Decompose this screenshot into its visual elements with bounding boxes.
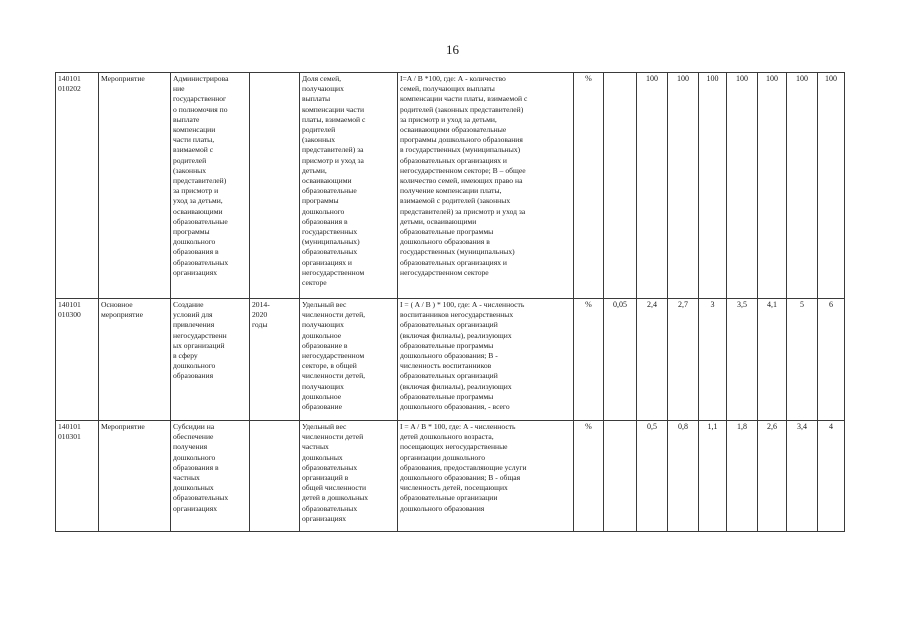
calculation-formula-cell: [398, 73, 574, 299]
activity-code-cell: [56, 421, 99, 532]
indicator-value-cell: 100: [727, 73, 758, 299]
indicator-value-cell: 5: [787, 299, 818, 421]
unit-cell-text: %: [585, 74, 592, 83]
calculation-formula-cell: [398, 299, 574, 421]
calculation-formula-cell-text: I = ( A / B ) * 100, где: А - численность воспитанников негосударственных образовательных организаций (включая филиалы), реализующих образовательные программы дошкольного образования; В - численность воспитанников образовательных организаций (включая филиалы), реализующих образовательные программы дошкольного образования, - всего: [400, 300, 525, 412]
page-number: 16: [446, 42, 459, 57]
activity-name-cell-text: Создание условий для привлечения негосударственн ых организаций в сферу дошкольного образования: [173, 300, 227, 381]
calculation-formula-cell: [398, 421, 574, 532]
activity-type-cell: [99, 299, 171, 421]
activity-name-cell-text: Администрирова ние государственног о полномочия по выплате компенсации части платы, взимаемой с родителей (законных представителей) за присмотр и уход за детьми, осваивающими образовательные программы дошкольного образования в образовательных организациях: [173, 74, 229, 277]
indicator-value-cell: 4,1: [758, 299, 787, 421]
indicator-name-cell-text: Доля семей, получающих выплаты компенсации части платы, взимаемой с родителей (законных представителей) за присмотр и уход за детьми, осваивающими образовательные программы дошкольного образования в государственных (муниципальных) образовательных организациях и негосударственном секторе: [302, 74, 366, 288]
indicator-name-cell: [300, 299, 398, 421]
indicator-value-cell: 100: [637, 73, 668, 299]
table-row: [56, 299, 845, 421]
indicator-value-cell: [604, 73, 637, 299]
activity-type-cell: [99, 421, 171, 532]
program-indicators-table: [55, 72, 845, 532]
indicator-value-cell: 2,6: [758, 421, 787, 532]
activity-type-cell-text: Мероприятие: [101, 422, 145, 431]
indicator-value-cell: 2,7: [668, 299, 699, 421]
unit-cell: [574, 73, 604, 299]
unit-cell-text: %: [585, 300, 592, 309]
activity-name-cell-text: Субсидии на обеспечение получения дошкольного образования в частных дошкольных образовательных организациях: [173, 422, 229, 513]
indicator-value-cell: 100: [699, 73, 727, 299]
table-row: [56, 73, 845, 299]
indicator-value-cell: 3: [699, 299, 727, 421]
indicator-name-cell: [300, 421, 398, 532]
implementation-period-cell-text: 2014- 2020 годы: [252, 300, 270, 330]
indicator-value-cell: 100: [787, 73, 818, 299]
indicator-value-cell: 0,8: [668, 421, 699, 532]
indicator-value-cell: 4: [818, 421, 845, 532]
indicator-name-cell: [300, 73, 398, 299]
activity-name-cell: [171, 421, 250, 532]
indicator-value-cell: 100: [818, 73, 845, 299]
indicator-value-cell: 0,5: [637, 421, 668, 532]
indicator-value-cell: 0,05: [604, 299, 637, 421]
indicator-name-cell-text: Удельный вес численности детей, получающих дошкольное образование в негосударственном секторе, в общей численности детей, получающих дошкольное образование: [302, 300, 366, 412]
activity-type-cell-text: Основное мероприятие: [101, 300, 143, 320]
activity-code-cell: [56, 73, 99, 299]
indicator-value-cell: 1,1: [699, 421, 727, 532]
activity-type-cell: [99, 73, 171, 299]
indicator-value-cell: 1,8: [727, 421, 758, 532]
calculation-formula-cell-text: I = A / B * 100, где: А - численность детей дошкольного возраста, посещающих негосударственные организации дошкольного образования, предоставляющие услуги дошкольного образования; В - общая численность детей, посещающих образовательные организации дошкольного образования: [400, 422, 527, 513]
activity-code-cell-text: 140101 010301: [58, 422, 81, 442]
unit-cell: [574, 299, 604, 421]
indicator-value-cell: 100: [758, 73, 787, 299]
activity-code-cell: [56, 299, 99, 421]
implementation-period-cell: [250, 421, 300, 532]
activity-name-cell: [171, 73, 250, 299]
indicator-value-cell: 2,4: [637, 299, 668, 421]
activity-code-cell-text: 140101 010300: [58, 300, 81, 320]
implementation-period-cell: [250, 299, 300, 421]
activity-name-cell: [171, 299, 250, 421]
indicator-value-cell: [604, 421, 637, 532]
calculation-formula-cell-text: I=A / B *100, где: А - количество семей, получающих выплаты компенсации части платы, взимаемой с родителей (законных представителей) за присмотр и уход за детьми, осваивающими образовательные программы дошкольного образования в государственных (муниципальных) образовательных организациях и негосударственном секторе; В – общее количество семей, имеющих право на получение компенсации платы, взимаемой с родителей (законных представителей) за присмотр и уход за детьми, осваивающими образовательные программы дошкольного образования в государственных (муниципальных) образовательных организациях и негосударственном секторе: [400, 74, 528, 277]
indicator-value-cell: 100: [668, 73, 699, 299]
unit-cell-text: %: [585, 422, 592, 431]
indicator-value-cell: 3,5: [727, 299, 758, 421]
indicator-name-cell-text: Удельный вес численности детей частных дошкольных образовательных организаций в общей численности детей в дошкольных образовательных организациях: [302, 422, 369, 523]
activity-code-cell-text: 140101 010202: [58, 74, 81, 94]
indicator-value-cell: 3,4: [787, 421, 818, 532]
unit-cell: [574, 421, 604, 532]
indicator-value-cell: 6: [818, 299, 845, 421]
activity-type-cell-text: Мероприятие: [101, 74, 145, 83]
implementation-period-cell: [250, 73, 300, 299]
table-row: [56, 421, 845, 532]
